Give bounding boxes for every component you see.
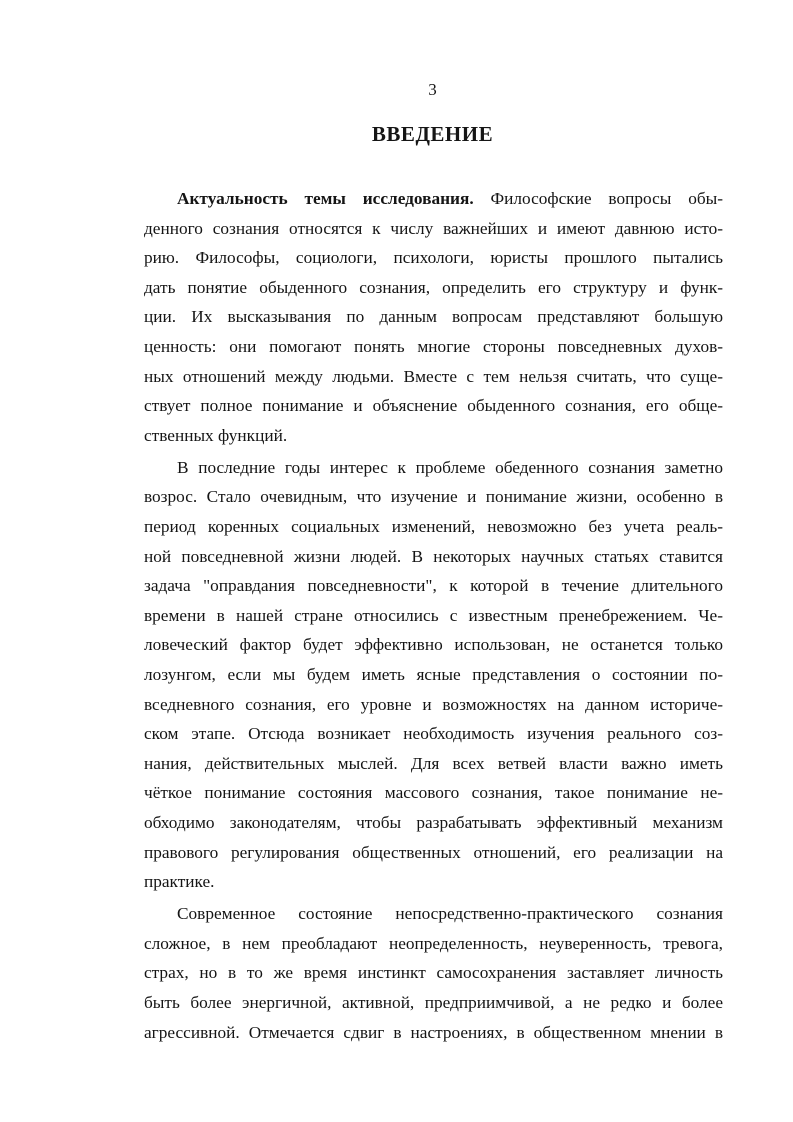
section-title: ВВЕДЕНИЕ bbox=[371, 122, 494, 146]
page-number: 3 bbox=[428, 80, 437, 99]
paragraph-2-line: ском этапе. Отсюда возникает необходимость изучения реального соз- bbox=[144, 724, 723, 744]
paragraph-2-line: вседневного сознания, его уровне и возможностях на данном историче- bbox=[144, 694, 723, 714]
paragraph-1-line: ствует полное понимание и объяснение обыденного сознания, его обще- bbox=[144, 396, 723, 416]
paragraph-text: Философские вопросы обы- bbox=[473, 189, 723, 208]
paragraph-1-line-1 bbox=[144, 184, 723, 214]
paragraph-1-line: ных отношений между людьми. Вместе с тем нельзя считать, что суще- bbox=[144, 366, 723, 386]
paragraph-1-line: ственных функций. bbox=[144, 425, 288, 445]
paragraph-2-line: период коренных социальных изменений, невозможно без учета реаль- bbox=[144, 517, 723, 537]
paragraph-1-line: ценность: они помогают понять многие стороны повседневных духов- bbox=[144, 336, 723, 356]
paragraph-2-line-1: В последние годы интерес к проблеме обеденного сознания заметно bbox=[177, 457, 723, 477]
paragraph-2-line: лозунгом, если мы будем иметь ясные представления о состоянии по- bbox=[144, 665, 723, 684]
paragraph-lead: Актуальность темы исследования. bbox=[177, 189, 474, 208]
paragraph-3-line-1: Современное состояние непосредственно-практического сознания bbox=[177, 904, 723, 924]
paragraph-2-line: правового регулирования общественных отношений, его реализации на bbox=[144, 842, 723, 862]
paragraph-2-line: обходимо законодателям, чтобы разрабатывать эффективный механизм bbox=[144, 812, 723, 832]
paragraph-1-line: дать понятие обыденного сознания, определить его структуру и функ- bbox=[144, 277, 723, 297]
paragraph-2-line: возрос. Стало очевидным, что изучение и понимание жизни, особенно в bbox=[144, 487, 723, 507]
paragraph-1-line: рию. Философы, социологи, психологи, юристы прошлого пытались bbox=[144, 248, 723, 268]
paragraph-2-line: нания, действительных мыслей. Для всех ветвей власти важно иметь bbox=[144, 753, 723, 773]
paragraph-1-line: ции. Их высказывания по данным вопросам представляют большую bbox=[144, 307, 723, 327]
paragraph-2-line: ной повседневной жизни людей. В некоторых научных статьях ставится bbox=[144, 546, 723, 566]
paragraph-2-line: ловеческий фактор будет эффективно использован, не останется только bbox=[144, 635, 723, 655]
paragraph-1-line: денного сознания относятся к числу важнейших и имеют давнюю исто- bbox=[144, 218, 723, 238]
document-body bbox=[144, 184, 723, 1047]
paragraph-3-line: быть более энергичной, активной, предприимчивой, а не редко и более bbox=[144, 993, 723, 1013]
paragraph-2-line: задача "оправдания повседневности", к которой в течение длительного bbox=[144, 576, 723, 596]
paragraph-2-line: времени в нашей стране относились с известным пренебрежением. Че- bbox=[144, 605, 723, 625]
paragraph-2-line: чёткое понимание состояния массового сознания, такое понимание не- bbox=[144, 783, 723, 803]
paragraph-3-line: агрессивной. Отмечается сдвиг в настроениях, в общественном мнении в bbox=[144, 1022, 723, 1042]
paragraph-3-line: страх, но в то же время инстинкт самосохранения заставляет личность bbox=[144, 963, 723, 983]
paragraph-3-line: сложное, в нем преобладают неопределенность, неуверенность, тревога, bbox=[144, 933, 723, 953]
paragraph-2-line: практике. bbox=[144, 872, 215, 892]
